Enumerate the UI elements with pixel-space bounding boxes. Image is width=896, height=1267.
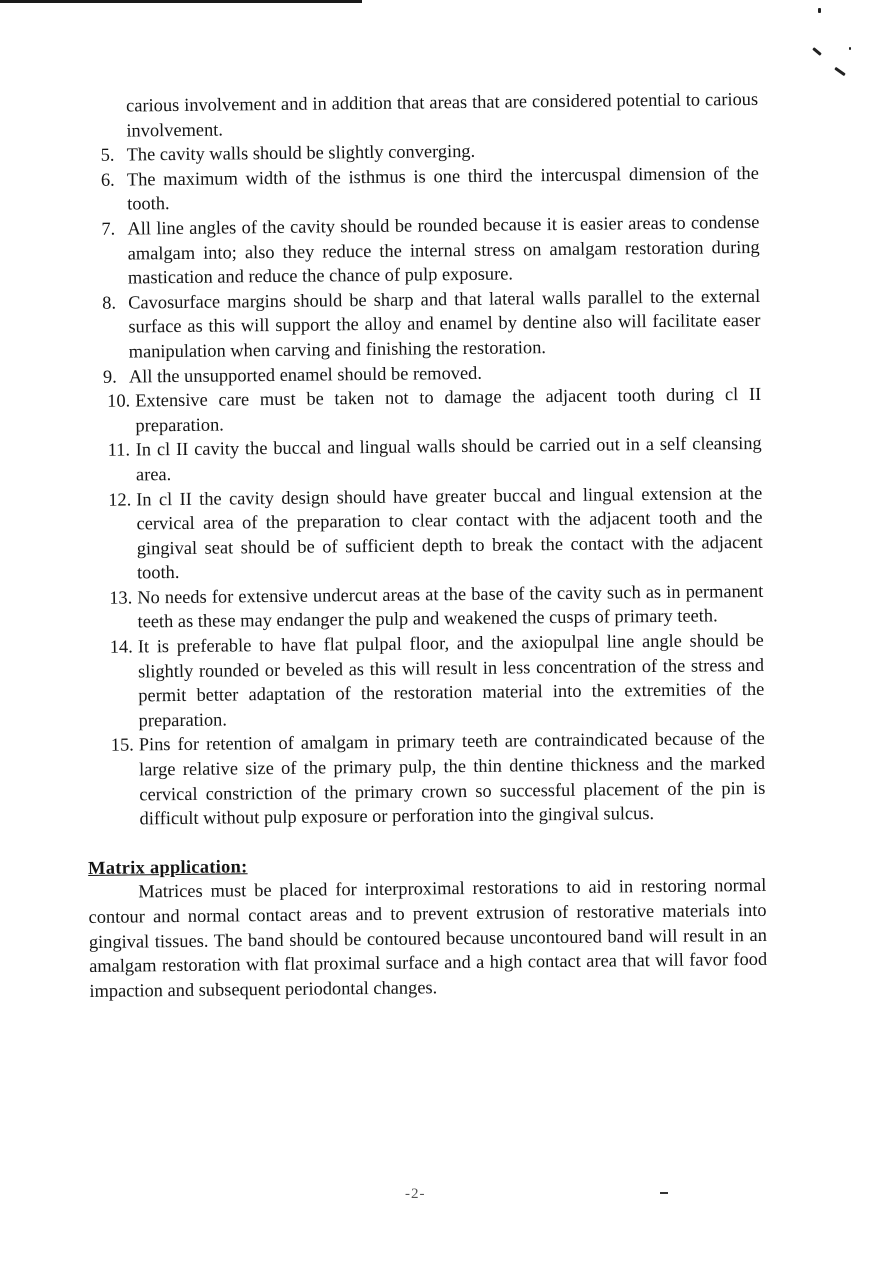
list-item-text: Extensive care must be taken not to damage the adjacent tooth during cl II preparation. [135, 384, 762, 436]
top-scan-rule [0, 0, 362, 3]
section-paragraph: Matrices must be placed for interproximal restorations to aid in restoring normal contour and normal contact areas and to prevent extrusion of restorative materials into gingival tissues. The band should be contoured because uncontoured band will result in an amalgam restoration with flat proximal surface and a high contact area that will favor food impaction and subsequent periodontal changes. [88, 875, 768, 1001]
list-item-number: 11. [107, 439, 131, 461]
list-item-number: 7. [101, 218, 116, 239]
list-item-number: 9. [102, 366, 117, 387]
list-item [81, 161, 759, 217]
list-item-text: It is preferable to have flat pulpal floor, and the axiopulpal line angle should be slightly rounded or beveled as this will result in less concentration of the stress and permit better adaptation of the restoration material into the extremities of the preparation. [137, 629, 765, 731]
list-item-text: All the unsupported enamel should be removed. [128, 362, 482, 387]
list-item-text: The cavity walls should be slightly converging. [126, 141, 476, 165]
list-item-text: The maximum width of the isthmus is one third the intercuspal dimension of the tooth. [126, 162, 759, 214]
list-item-number: 14. [109, 636, 133, 657]
list-item-text: Cavosurface margins should be sharp and that lateral walls parallel to the external surface as this will support the alloy and enamel by dentine also will facilitate easer manipulation when carving and finishing the restoration. [128, 285, 761, 362]
list-item-number: 5. [100, 144, 115, 165]
scan-speck [812, 47, 822, 56]
list-item [81, 210, 760, 291]
list-item [82, 284, 761, 365]
requirements-list [81, 136, 766, 832]
list-item-text: All line angles of the cavity should be rounded because it is easier areas to condense amalgam into; also they reduce the internal stress on amalgam restoration during mastication and reduce the chance of pulp exposure. [127, 211, 760, 288]
list-item-text: In cl II the cavity design should have greater buccal and lingual extension at the cervical area of the preparation to clear contact with the adjacent tooth and the gingival seat should be of sufficient depth to break the contact with the adjacent tooth. [136, 482, 763, 583]
scan-speck [818, 8, 821, 13]
scan-speck [834, 67, 846, 76]
list-item [84, 480, 763, 585]
list-item-number: 12. [108, 488, 132, 510]
scan-mark [660, 1192, 668, 1194]
section-heading: Matrix application: [87, 856, 248, 878]
list-item-text: Pins for retention of amalgam in primary teeth are contraindicated because of the large relative size of the primary pulp, the thin dentine thickness and the marked cervical constriction of the primary crown so successful placement of the pin is difficult without pulp exposure or perforation into the gingival sulcus. [138, 728, 766, 829]
list-item-number: 8. [102, 292, 117, 313]
intro-continuation: carious involvement and in addition that areas that are considered potential to carious involvement. [126, 88, 759, 141]
list-item [83, 382, 761, 438]
list-item-text: In cl II cavity the buccal and lingual walls should be carried out in a self cleansing area. [135, 433, 762, 485]
list-item-number: 10. [107, 390, 131, 411]
list-item-number: 15. [110, 734, 134, 756]
list-item [85, 579, 763, 635]
page-number: -2- [405, 1186, 426, 1202]
list-item [87, 726, 766, 831]
list-item [86, 628, 765, 733]
document-page [80, 87, 767, 1003]
list-item [84, 431, 762, 487]
list-item-text: No needs for extensive undercut areas at the base of the cavity such as in permanent teeth as these may endanger the pulp and weakened the cusps of primary teeth. [137, 580, 764, 632]
list-item-number: 13. [109, 587, 133, 608]
scan-speck [849, 47, 851, 50]
list-item-number: 6. [100, 169, 115, 190]
